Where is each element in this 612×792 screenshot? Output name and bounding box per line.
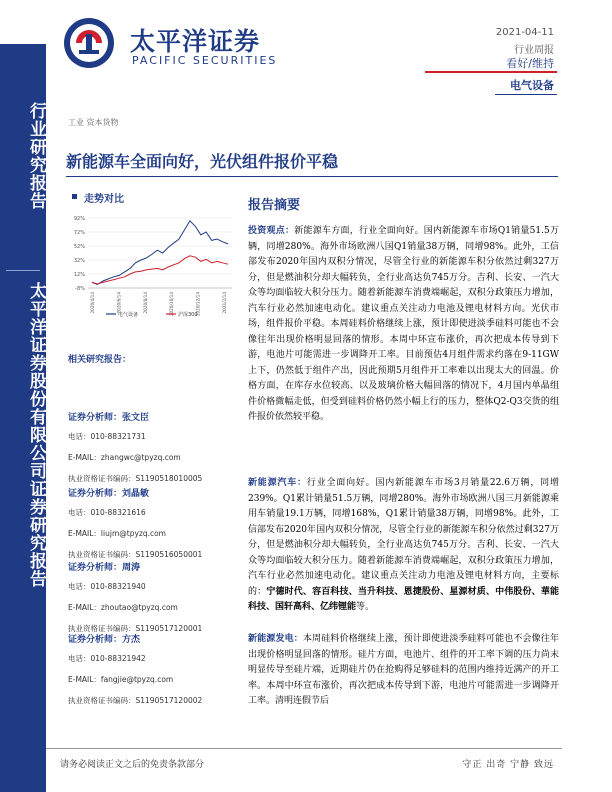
chart-y-ticks	[74, 216, 85, 292]
breadcrumb: 工业 资本货物	[68, 118, 119, 127]
analyst-cert: 执业资格证书编码：S1190517120002	[68, 696, 203, 705]
footer-motto: 守正 出奇 宁静 致远	[462, 760, 554, 770]
trend-bullet-icon	[72, 194, 77, 199]
paragraph-targets: 宁德时代、容百科技、当升科技、恩捷股份、星源材质、中伟股份、華能科技、国轩高科、亿纬锂能	[248, 586, 559, 612]
x-tick-label: 2020/12/14	[195, 292, 201, 317]
y-tick-label: -8%	[75, 286, 85, 292]
analyst-phone: 电话：010-88321616	[68, 508, 146, 517]
analyst-card	[68, 632, 202, 716]
analyst-name: 证券分析师：刘晶敏	[68, 489, 150, 499]
y-tick-label: 52%	[73, 244, 85, 250]
analyst-cert: 执业资格证书编码：S1190516050001	[68, 550, 203, 559]
analyst-phone: 电话：010-88321940	[68, 582, 146, 591]
analyst-card	[68, 486, 202, 570]
related-reports-heading: 相关研究报告：	[68, 355, 132, 365]
paragraph-lead: 投资观点：	[248, 226, 295, 236]
analyst-name: 证券分析师：张文臣	[68, 413, 150, 423]
summary-title: 报告摘要	[248, 198, 301, 213]
header-red-rule	[425, 71, 557, 73]
chart-x-ticks	[90, 292, 227, 316]
y-tick-label: 92%	[73, 216, 85, 222]
footer-disclaimer: 请务必阅读正文之后的免责条款部分	[60, 760, 205, 770]
sector-underline	[495, 94, 557, 95]
y-tick-label: 12%	[73, 272, 85, 278]
sidebar-report-category: 行业研究报告	[26, 102, 46, 210]
paragraph-lead: 新能源汽车：	[248, 478, 307, 488]
legend-label: 沪深300	[178, 312, 198, 318]
legend-label: 电气设备	[118, 312, 139, 318]
paragraph-body: 新能源车方面，行业全面向好。国内新能源车市场Q1销量51.5万辆，同增280%。海外市场欧洲八国Q1销量38万辆，同增98%。此外，工信部发布2020年国内双积分情况，尽管全行业的新能源车积分依然过剩327万分，但是燃油积分却大幅转负，全行业高达负745万分。吉利、长安、一汽大众等均面临较大积分压力。随着新能源车消费端崛起，双积分政策压力增加，汽车行业必然加速电动化。建议重点关注动力电池及锂电材料方向。光伏市场，组件报价平稳。本周硅料价格继续上涨，预计即使进淡季硅料可能也不会像往年出现价格明显回落的情形。本周中环宣布涨价，再次把成本传导到下游，电池片可能需进一步调降开工率。目前预估4月组件需求约落在9-11GW上下，仍然低于组件产出，因此预期5月组件开工率难以出现太大的回温。价格方面，在库存水位较高、以及玻璃价格大幅回落的情况下，4月国内单晶组件价格微幅走低，但受到硅料价格仍然小幅上行的压力，整体Q2-Q3交货的组件报价依然较平稳。	[248, 226, 559, 422]
analyst-phone: 电话：010-88321731	[68, 432, 146, 441]
sidebar-divider	[6, 270, 40, 271]
rating: 看好/维持	[506, 57, 554, 70]
logo-english-name: PACIFIC SECURITIES	[132, 54, 278, 67]
logo-chinese-name: 太平洋证券	[130, 27, 261, 56]
y-tick-label: 72%	[73, 230, 85, 236]
analyst-email[interactable]: E-MAIL：zhangwc@tpyzq.com	[68, 453, 181, 462]
sidebar-company-name: 太平洋证券股份有限公司证券研究报告	[26, 282, 46, 588]
report-type: 行业周报	[514, 45, 554, 56]
analyst-email[interactable]: E-MAIL：fangjie@tpyzq.com	[68, 675, 174, 684]
summary-paragraph-new-energy-power	[248, 632, 559, 710]
report-date: 2021-04-11	[495, 27, 554, 38]
page-title: 新能源车全面向好，光伏组件报价平稳	[66, 152, 339, 171]
analyst-cert: 执业资格证书编码：S1190517120001	[68, 624, 203, 633]
title-divider	[66, 176, 558, 177]
x-tick-label: 2020/4/14	[90, 292, 95, 314]
paragraph-end: 等。	[356, 602, 375, 612]
paragraph-body: 本周硅料价格继续上涨，预计即使进淡季硅料可能也不会像往年出现价格明显回落的情形。硅片方面，电池片、组件的开工率下调的压力尚未明显传导至硅片端，近期硅片仍在抢购得足够硅料的范围内维持近满产的开工率。本周中环宣布涨价，再次把成本传导到下游，电池片可能需进一步调降开工率。清明连假节后	[248, 634, 559, 706]
chart-lines	[92, 221, 228, 285]
paragraph-body: 行业全面向好。国内新能源车市场3月销量22.6万辆，同增239%。Q1累计销量51.5万辆，同增280%。海外市场欧洲八国三月新能源乘用车销量19.1万辆，同增168%，Q1累计销量38万辆，同增98%。此外，工信部发布2020年国内双积分情况，尽管全行业的新能源车积分依然过剩327万分，但是燃油积分却大幅转负，全行业高达负745万分。吉利、长安、一汽大众等均面临较大积分压力。随着新能源车消费端崛起，双积分政策压力增加，汽车行业必然加速电动化。建议重点关注动力电池及锂电材料方向，主要标的：	[248, 478, 559, 597]
analyst-card	[68, 410, 202, 494]
sidebar-band	[0, 44, 46, 792]
chart-legend	[106, 311, 198, 318]
x-tick-label: 2020/6/14	[116, 292, 122, 314]
paragraph-lead: 新能源发电：	[248, 634, 303, 644]
analyst-email[interactable]: E-MAIL：zhoutao@tpyzq.com	[68, 603, 178, 612]
sector-name: 电气设备	[510, 79, 554, 92]
x-tick-label: 2020/8/14	[142, 292, 148, 314]
x-tick-label: 2021/2/14	[222, 292, 227, 314]
trend-heading: 走势对比	[84, 194, 124, 205]
summary-paragraph-investment-view	[248, 224, 559, 426]
analyst-cert: 执业资格证书编码：S1190518010005	[68, 474, 203, 483]
chart-grid	[88, 218, 232, 288]
analyst-name: 证券分析师：周涛	[68, 563, 141, 573]
x-tick-label: 2020/10/14	[169, 292, 175, 317]
footer-rule	[46, 748, 562, 749]
trend-chart	[66, 210, 238, 320]
y-tick-label: 32%	[73, 258, 85, 264]
analyst-email[interactable]: E-MAIL：liujm@tpyzq.com	[68, 529, 166, 538]
pacific-securities-logo-icon	[62, 16, 116, 70]
analyst-name: 证券分析师：方杰	[68, 635, 141, 645]
summary-paragraph-nev	[248, 476, 559, 616]
analyst-phone: 电话：010-88321942	[68, 654, 146, 663]
series-line	[92, 221, 228, 285]
